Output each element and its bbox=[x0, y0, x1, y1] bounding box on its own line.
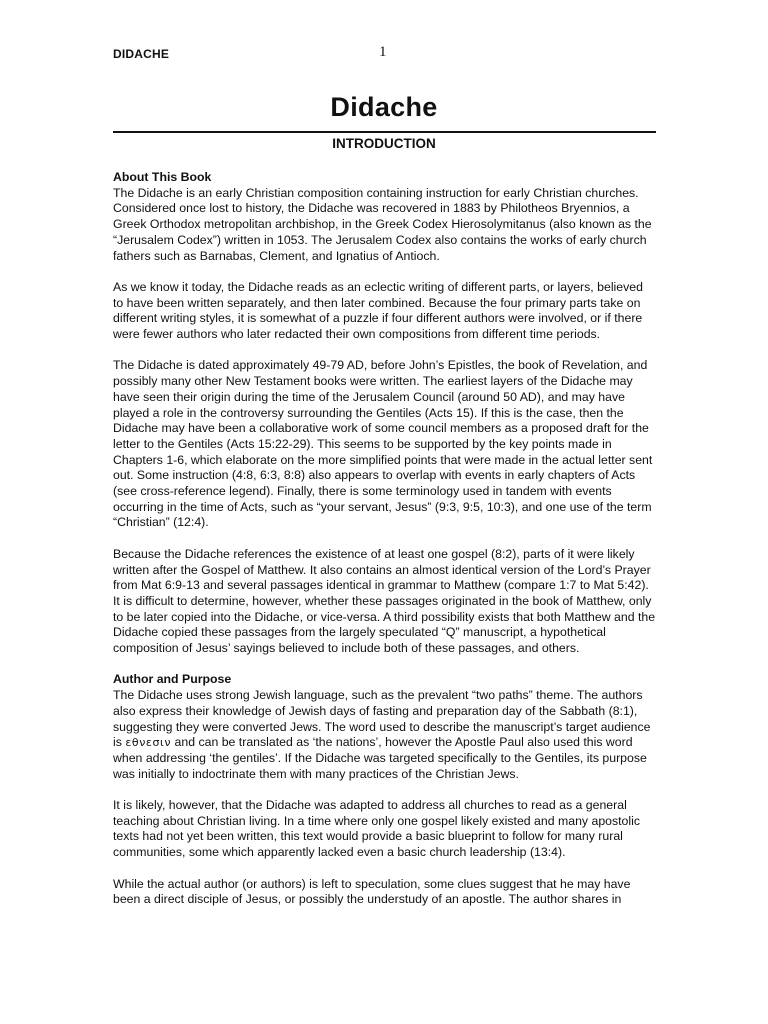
body-text bbox=[113, 170, 656, 924]
title-rule bbox=[113, 131, 656, 133]
paragraph: Because the Didache references the existence of at least one gospel (8:2), parts of it were likely written after the Gospel of Matthew. It also contains an almost identical version of the Lord’s Prayer from Mat 6:9-13 and several passages identical in grammar to Matthew (compare 1:7 to Mat 5:42). It is difficult to determine, however, whether these passages originated in the book of Matthew, only to be later copied into the Didache, or vice-versa. A third possibility exists that both Matthew and the Didache copied these passages from the largely speculated “Q” manuscript, a hypothetical composition of Jesus’ sayings believed to include both of these passages, and others. bbox=[113, 546, 656, 656]
document-title: Didache bbox=[330, 92, 438, 122]
paragraph-text: The Didache uses strong Jewish language, such as the prevalent “two paths” theme. The authors also express their knowledge of Jewish days of fasting and preparation day of the Sabbath (8:1), suggesting they were converted Jews. The word used to describe the manuscript’s target audience is bbox=[113, 688, 651, 750]
paragraph: As we know it today, the Didache reads as an eclectic writing of different parts, or layers, believed to have been written separately, and then later combined. Because the four primary parts take on different writing styles, it is somewhat of a puzzle if four different authors were involved, or if there were fewer authors who later redacted their own compositions from different time periods. bbox=[113, 279, 643, 342]
section-about-this-book bbox=[113, 170, 656, 657]
paragraph-text: and can be translated as ‘the nations’, however the Apostle Paul also used this word when addressing ‘the gentiles’. If the Didache was targeted specifically to the Gentiles, its purpose was initially to indoctrinate them with many practices of the Christian Jews. bbox=[113, 735, 647, 781]
running-header-title: DIDACHE bbox=[113, 47, 170, 61]
paragraph: The Didache is dated approximately 49-79 AD, before John’s Epistles, the book of Revelation, and possibly many other New Testament books were written. The earliest layers of the Didache may have seen their origin during the time of the Jerusalem Council (around 50 AD), and may have played a role in the controversy surrounding the Gentiles (Acts 15). If this is the case, then the Didache may have been a collaborative work of some council members as a proposed draft for the letter to the Gentiles (Acts 15:22-29). This seems to be supported by the key points made in Chapters 1-6, which elaborate on the more simplified points that were made in the actual letter sent out. Some instruction (4:8, 6:3, 8:8) also appears to overlap with events in early chapters of Acts (see cross-reference legend). Finally, there is some terminology used in tandem with events occurring in the time of Acts, such as “your servant, Jesus” (9:3, 9:5, 10:3), and one use of the term “Christian” (12:4). bbox=[113, 358, 653, 530]
paragraph bbox=[113, 688, 656, 782]
section-heading: Author and Purpose bbox=[113, 672, 232, 687]
section-author-and-purpose bbox=[113, 672, 656, 908]
section-subtitle: INTRODUCTION bbox=[332, 136, 436, 151]
greek-word: εθνεσιν bbox=[125, 736, 172, 750]
page-number: 1 bbox=[379, 44, 387, 60]
section-heading: About This Book bbox=[113, 170, 212, 184]
paragraph: It is likely, however, that the Didache was adapted to address all churches to read as a general teaching about Christian living. In a time where only one gospel likely existed and many apostolic texts had not yet been written, this text would provide a basic blueprint to follow for many rural communities, some which apparently lacked even a basic church leadership (13:4). bbox=[113, 798, 641, 860]
paragraph: While the actual author (or authors) is left to speculation, some clues suggest that he may have been a direct disciple of Jesus, or possibly the understudy of an apostle. The author shares in bbox=[113, 876, 631, 907]
paragraph: The Didache is an early Christian composition containing instruction for early Christian churches. Considered once lost to history, the Didache was recovered in 1883 by Philotheos Bryennios, a Greek Orthodox metropolitan archbishop, in the Greek Codex Hierosolymitanus (also known as the “Jerusalem Codex”) written in 1053. The Jerusalem Codex also contains the works of early church fathers such as Barnabas, Clement, and Ignatius of Antioch. bbox=[113, 185, 652, 263]
